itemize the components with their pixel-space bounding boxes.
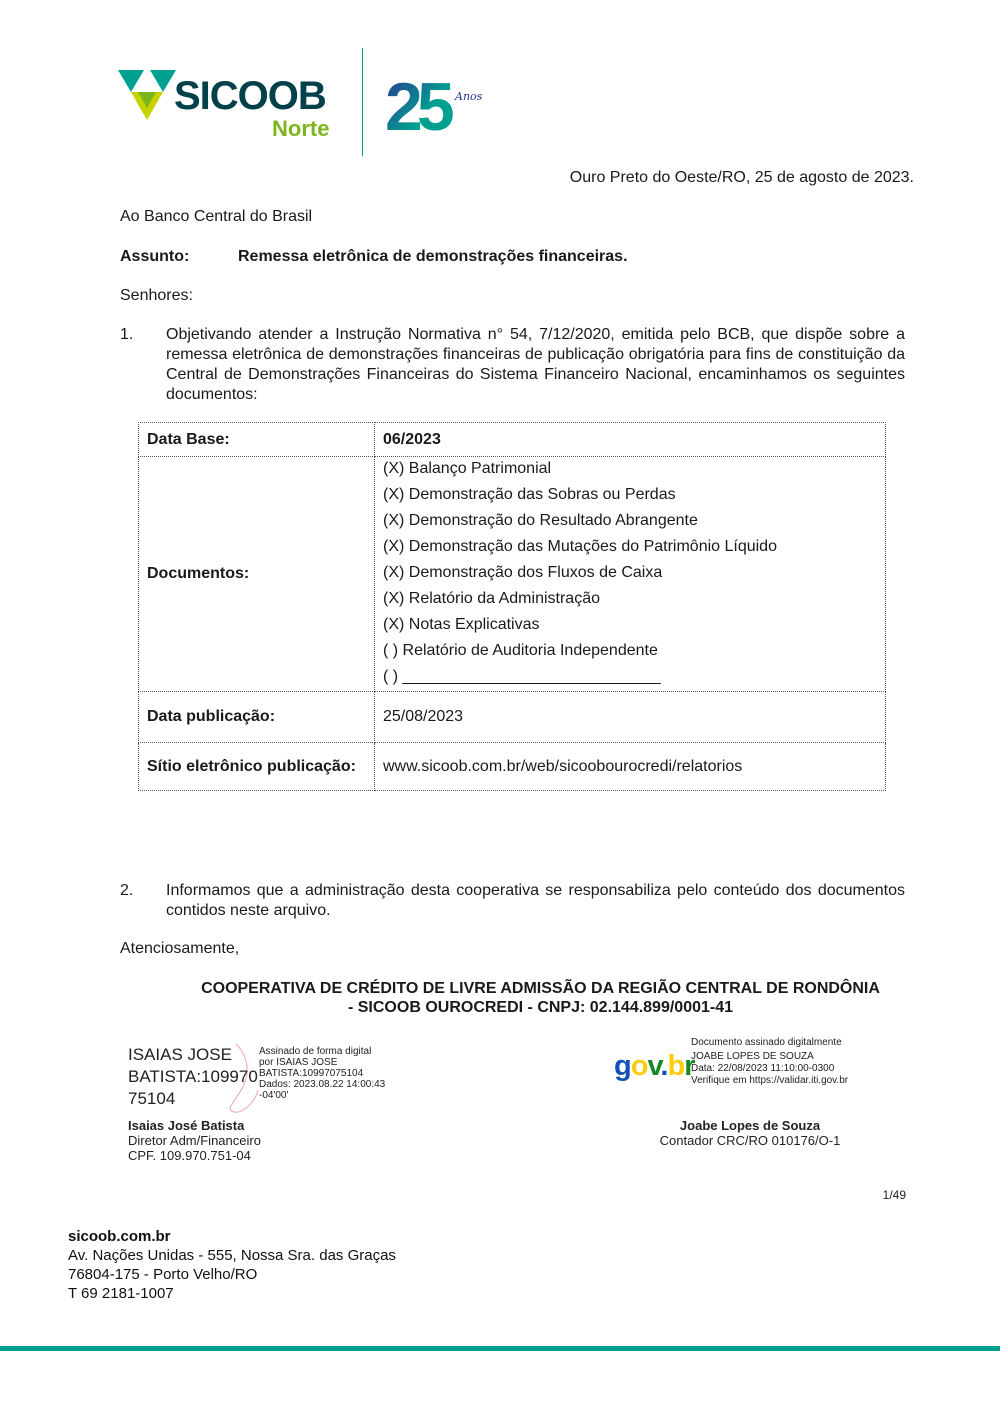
list-item: (X) Demonstração do Resultado Abrangente [383,512,698,529]
sicoob-logo-region: Norte [272,116,330,141]
table-row [139,423,886,457]
table-row [139,743,886,791]
page-number: 1/49 [882,1188,906,1202]
list-item: ( ) Relatório de Auditoria Independente [383,642,658,659]
footer-address-1: Av. Nações Unidas - 555, Nossa Sra. das Graças [68,1247,396,1264]
signer-right-role: Contador CRC/RO 010176/O-1 [659,1133,841,1148]
signer-left-name: Isaias José Batista [128,1118,245,1133]
gov-br-logo-icon: gov.br [614,1050,695,1082]
website-value: www.sicoob.com.br/web/sicoobourocredi/relatorios [375,743,886,791]
documents-list [375,457,886,692]
sicoob-logo-icon [118,70,176,120]
logo-divider [362,48,363,156]
item1-number: 1. [120,326,134,343]
signer-left [128,1118,261,1163]
cooperative-line-1: COOPERATIVA DE CRÉDITO DE LIVRE ADMISSÃO DA REGIÃO CENTRAL DE RONDÔNIA [201,980,880,997]
anniversary-25-logo [385,68,495,143]
table-row [139,457,886,692]
salutation: Senhores: [120,287,193,304]
list-item: (X) Notas Explicativas [383,616,540,633]
subject-label: Assunto: [120,248,190,265]
data-base-label: Data Base: [139,423,375,457]
table-row [139,692,886,743]
list-item: (X) Demonstração dos Fluxos de Caixa [383,564,663,581]
signer-right-name: Joabe Lopes de Souza [679,1118,821,1133]
cooperative-name [170,979,911,1017]
anniversary-number: 25 [385,69,449,143]
subject-text: Remessa eletrônica de demonstrações financeiras. [238,248,628,265]
footer-address-2: 76804-175 - Porto Velho/RO [68,1266,258,1283]
data-base-value: 06/2023 [375,423,886,457]
footer-address [68,1227,396,1303]
list-item: (X) Relatório da Administração [383,590,600,607]
item2-number: 2. [120,882,134,899]
item2-text: Informamos que a administração desta cooperativa se responsabiliza pelo conteúdo dos documentos contidos neste arquivo. [166,882,905,919]
closing: Atenciosamente, [120,940,240,957]
signer-right [600,1118,900,1148]
cooperative-line-2: - SICOOB OUROCREDI - CNPJ: 02.144.899/0001-41 [347,999,734,1016]
place-date: Ouro Preto do Oeste/RO, 25 de agosto de 2023. [569,169,914,186]
footer-phone: T 69 2181-1007 [68,1285,174,1302]
item1-text: Objetivando atender a Instrução Normativa n° 54, 7/12/2020, emitida pelo BCB, que dispõe sobre a remessa eletrônica de demonstrações financeiras de publicação obrigatória para fins de constituição da Central de Demonstrações Financeiras do Sistema Financeiro Nacional, encaminhamos os seguintes documentos: [166,326,905,403]
signature-stamp-name: ISAIAS JOSE BATISTA:109970 75104 [128,1045,258,1108]
footer-divider [0,1346,1000,1351]
list-item: (X) Balanço Patrimonial [383,460,552,477]
gov-br-stamp-info: Documento assinado digitalmente JOABE LOPES DE SOUZA Data: 22/08/2023 11:10:00-0300 Verifique em https://validar.iti.gov.br [691,1037,849,1086]
list-item: ( ) _____________________________ [383,668,661,685]
sicoob-logo-text: SICOOB [174,74,326,118]
documents-table [138,422,886,791]
documents-label: Documentos: [139,457,375,692]
list-item: (X) Demonstração das Sobras ou Perdas [383,486,676,503]
footer-site: sicoob.com.br [68,1228,171,1245]
publication-date-value: 25/08/2023 [375,692,886,743]
publication-date-label: Data publicação: [139,692,375,743]
recipient: Ao Banco Central do Brasil [120,208,313,225]
signer-left-role: Diretor Adm/Financeiro [128,1133,261,1148]
anniversary-word: Anos [455,90,483,103]
list-item: (X) Demonstração das Mutações do Patrimônio Líquido [383,538,777,555]
signer-left-cpf: CPF. 109.970.751-04 [128,1148,251,1163]
signature-stamp-info: Assinado de forma digital por ISAIAS JOSE BATISTA:10997075104 Dados: 2023.08.22 14:00:43 -04'00' [259,1046,386,1101]
website-label: Sítio eletrônico publicação: [139,743,375,791]
